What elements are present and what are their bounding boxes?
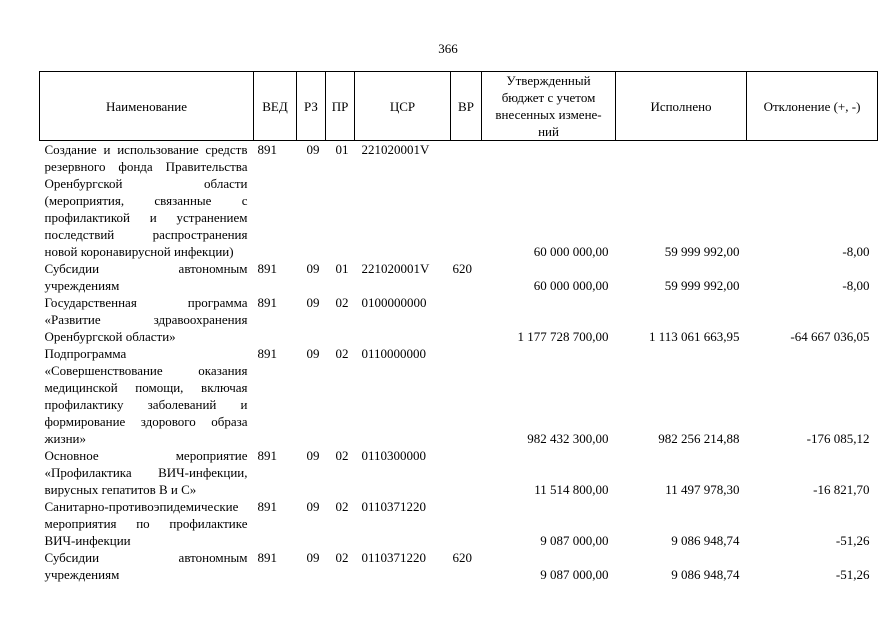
row-pr: 02: [335, 550, 349, 565]
row-csr: 0110000000: [361, 346, 427, 361]
row-budget: 60 000 000,00: [533, 244, 609, 259]
table-row: [40, 447, 878, 498]
header-name: Наименование: [40, 72, 254, 141]
row-budget: 60 000 000,00: [533, 278, 609, 293]
table-row: [40, 141, 878, 261]
header-ved: ВЕД: [254, 72, 297, 141]
header-csr: ЦСР: [355, 72, 451, 141]
row-ved: 891: [257, 499, 277, 514]
row-executed: 59 999 992,00: [664, 244, 740, 259]
row-budget: 9 087 000,00: [540, 567, 609, 582]
row-vr: [451, 447, 482, 498]
row-name: Государственная программа «Развитие здравоохранения Оренбургской области»: [44, 295, 248, 344]
table-row: [40, 345, 878, 447]
row-rz: 09: [306, 346, 320, 361]
row-pr: 02: [335, 295, 349, 310]
row-rz: 09: [306, 499, 320, 514]
row-rz: 09: [306, 550, 320, 565]
row-vr: [451, 141, 482, 261]
row-budget: 1 177 728 700,00: [517, 329, 609, 344]
row-ved: 891: [257, 142, 277, 157]
table-row: [40, 260, 878, 294]
row-budget: 982 432 300,00: [527, 431, 609, 446]
row-executed: 982 256 214,88: [658, 431, 740, 446]
row-name: Основное мероприятие «Профилактика ВИЧ-инфекции, вирусных гепатитов В и С»: [44, 448, 248, 497]
row-csr: 221020001V: [361, 261, 430, 276]
row-name: Субсидии автономным учреждениям: [44, 550, 248, 582]
budget-table: [39, 71, 878, 583]
row-pr: 02: [335, 346, 349, 361]
row-rz: 09: [306, 448, 320, 463]
table-row: [40, 549, 878, 583]
row-name: Создание и использование средств резервного фонда Правительства Оренбургской области (мероприятия, связанные с профилактикой и устранением последствий распространения новой коронавирусной инфекции): [44, 142, 248, 259]
row-ved: 891: [257, 261, 277, 276]
row-name: Подпрограмма «Совершенствование оказания медицинской помощи, включая профилактику заболеваний и формирование здорового образа жизни»: [44, 346, 248, 446]
row-vr: [451, 345, 482, 447]
row-pr: 02: [335, 448, 349, 463]
header-vr: ВР: [451, 72, 482, 141]
row-name: Субсидии автономным учреждениям: [44, 261, 248, 293]
row-vr: [451, 498, 482, 549]
row-deviation: -64 667 036,05: [790, 329, 870, 344]
row-csr: 221020001V: [361, 142, 430, 157]
table-row: [40, 294, 878, 345]
row-vr: 620: [452, 261, 472, 276]
row-executed: 59 999 992,00: [664, 278, 740, 293]
row-executed: 1 113 061 663,95: [648, 329, 740, 344]
row-deviation: -51,26: [835, 567, 870, 582]
row-pr: 01: [335, 261, 349, 276]
row-pr: 02: [335, 499, 349, 514]
row-budget: 9 087 000,00: [540, 533, 609, 548]
row-budget: 11 514 800,00: [534, 482, 609, 497]
row-ved: 891: [257, 295, 277, 310]
row-executed: 11 497 978,30: [665, 482, 740, 497]
row-rz: 09: [306, 142, 320, 157]
row-executed: 9 086 948,74: [671, 567, 740, 582]
row-name: Санитарно-противоэпидемические мероприятия по профилактике ВИЧ-инфекции: [44, 499, 248, 548]
row-ved: 891: [257, 346, 277, 361]
row-csr: 0110371220: [361, 550, 427, 565]
row-deviation: -8,00: [842, 244, 870, 259]
header-executed: Исполнено: [616, 72, 747, 141]
row-pr: 01: [335, 142, 349, 157]
header-deviation: Отклонение (+, -): [747, 72, 878, 141]
row-ved: 891: [257, 448, 277, 463]
row-deviation: -176 085,12: [806, 431, 870, 446]
row-rz: 09: [306, 261, 320, 276]
row-vr: 620: [452, 550, 472, 565]
row-ved: 891: [257, 550, 277, 565]
row-deviation: -8,00: [842, 278, 870, 293]
row-vr: [451, 294, 482, 345]
row-csr: 0110300000: [361, 448, 427, 463]
row-rz: 09: [306, 295, 320, 310]
row-csr: 0100000000: [361, 295, 427, 310]
row-csr: 0110371220: [361, 499, 427, 514]
row-deviation: -16 821,70: [813, 482, 870, 497]
header-pr: ПР: [326, 72, 355, 141]
row-executed: 9 086 948,74: [671, 533, 740, 548]
table-header-row: [40, 72, 878, 141]
header-budget: Утвержденный бюджет с учетом внесенных измене-ний: [482, 72, 616, 141]
page-number: 366: [438, 41, 458, 56]
table-row: [40, 498, 878, 549]
header-rz: РЗ: [297, 72, 326, 141]
row-deviation: -51,26: [835, 533, 870, 548]
